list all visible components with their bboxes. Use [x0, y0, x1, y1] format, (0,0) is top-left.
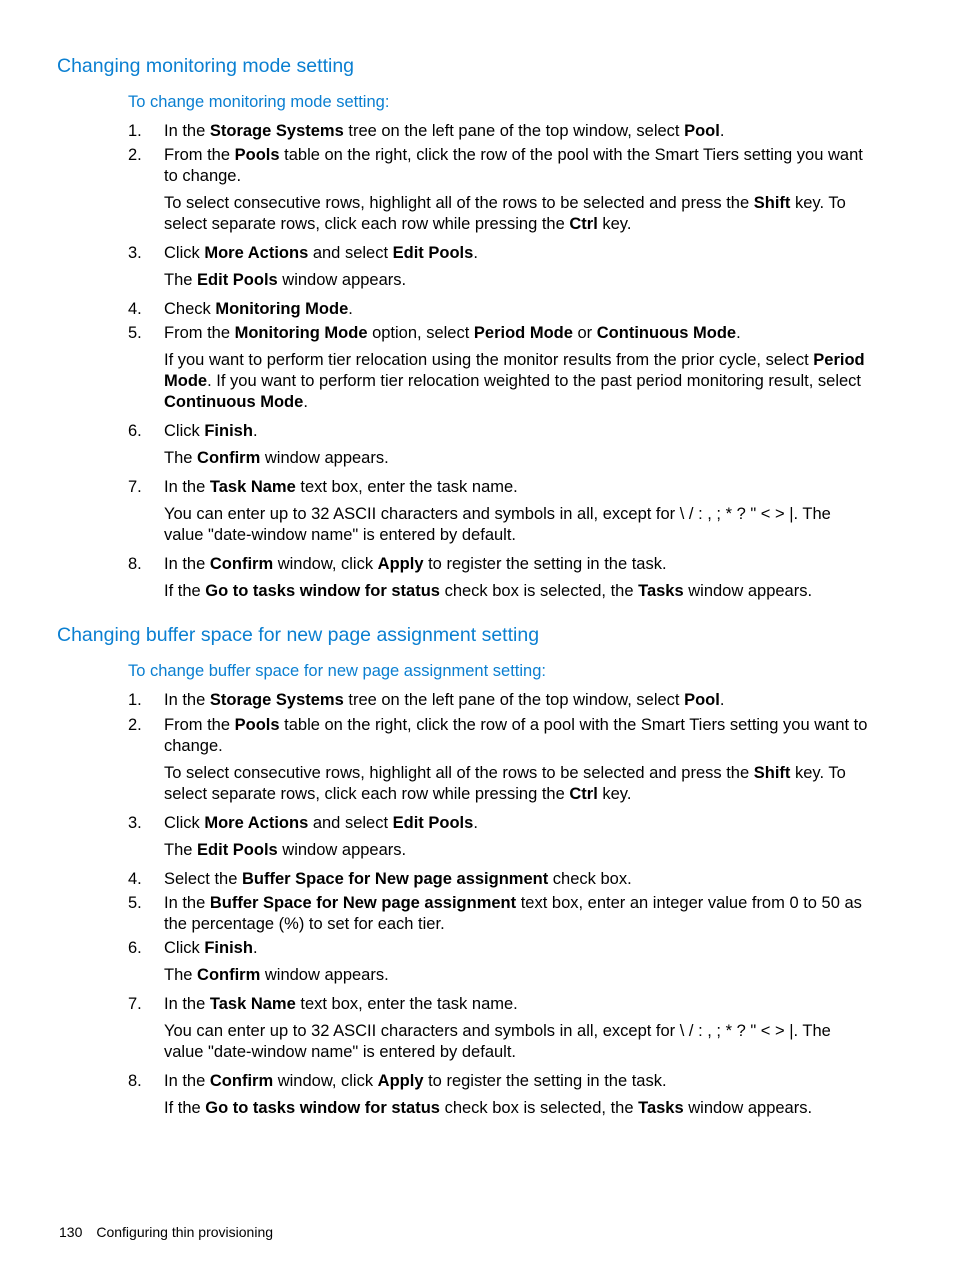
text-run: You can enter up to 32 ASCII characters and symbols in all, except for \ / : , ; * ? " < > |. The value "date-window name" is entered by default. [164, 505, 831, 544]
text-run: From the [164, 324, 235, 342]
text-run: and select [308, 244, 393, 262]
ui-term: More Actions [204, 244, 309, 262]
step-text [164, 121, 874, 142]
step-text [164, 1071, 874, 1092]
ui-term: Edit Pools [392, 814, 474, 832]
text-run: . [303, 393, 308, 411]
text-run: . [719, 122, 725, 140]
step-text [164, 145, 874, 187]
text-run: tree on the left pane of the top window, select [343, 691, 685, 709]
text-run: option, select [367, 324, 474, 342]
ui-term: Go to tasks window for status [205, 1099, 440, 1117]
ui-term: Buffer Space for New page assignment [209, 894, 517, 912]
step-note [164, 965, 874, 986]
step-text [164, 421, 874, 442]
text-run: In the [164, 1072, 210, 1090]
text-run: table on the right, click the row of a pool with the Smart Tiers setting you want to change. [164, 716, 868, 755]
text-run: To select consecutive rows, highlight all of the rows to be selected and press the [164, 194, 754, 212]
text-run: In the [164, 478, 210, 496]
section-title-buffer-space: Changing buffer space for new page assignment setting [57, 624, 540, 646]
chapter-title: Configuring thin provisioning [96, 1224, 274, 1240]
text-run: Click [164, 814, 205, 832]
ui-term: Continuous Mode [596, 324, 737, 342]
step-number: 6. [128, 422, 142, 440]
text-run: The [164, 449, 198, 467]
ui-term: Apply [377, 555, 424, 573]
ui-term: Edit Pools [197, 271, 278, 289]
text-run: text box, enter an integer value from 0 to 50 as the percentage (%) to set for each tier. [164, 894, 862, 933]
ui-term: Edit Pools [392, 244, 474, 262]
ui-term: Confirm [209, 555, 274, 573]
ui-term: Shift [753, 194, 791, 212]
step-note [164, 193, 874, 235]
ui-term: Task Name [209, 478, 296, 496]
step-text [164, 299, 874, 320]
text-run: Check [164, 300, 216, 318]
text-run: . [736, 324, 741, 342]
text-run: The [164, 966, 198, 984]
ui-term: Ctrl [569, 215, 598, 233]
ui-term: Tasks [638, 1099, 684, 1117]
text-run: window appears. [277, 271, 407, 289]
text-run: table on the right, click the row of the pool with the Smart Tiers setting you want to change. [164, 146, 863, 185]
ui-term: Pool [684, 122, 720, 140]
step-note [164, 1098, 874, 1119]
ui-term: Edit Pools [197, 841, 278, 859]
step-number: 6. [128, 939, 142, 957]
procedure-title-buffer-space: To change buffer space for new page assignment setting: [128, 662, 546, 680]
text-run: . [719, 691, 725, 709]
text-run: . [348, 300, 353, 318]
step-text [164, 893, 874, 935]
procedure-title-monitoring-mode: To change monitoring mode setting: [128, 93, 390, 111]
text-run: If the [164, 582, 206, 600]
text-run: To select consecutive rows, highlight all of the rows to be selected and press the [164, 764, 754, 782]
step-number: 2. [128, 146, 142, 164]
text-run: text box, enter the task name. [295, 995, 518, 1013]
page-footer [59, 1223, 273, 1241]
step-number: 1. [128, 691, 142, 709]
step-note [164, 763, 874, 805]
step-number: 7. [128, 995, 142, 1013]
text-run: If the [164, 1099, 206, 1117]
text-run: window appears. [683, 582, 813, 600]
text-run: Select the [164, 870, 242, 888]
text-run: or [572, 324, 597, 342]
page-number: 130 [59, 1224, 83, 1240]
text-run: Click [164, 422, 205, 440]
ui-term: Buffer Space for New page assignment [241, 870, 549, 888]
step-text [164, 243, 874, 264]
ui-term: Pools [234, 716, 280, 734]
step-number: 4. [128, 870, 142, 888]
text-run: . [252, 939, 258, 957]
text-run: window appears. [260, 449, 389, 467]
step-text [164, 554, 874, 575]
step-note [164, 1021, 874, 1063]
ui-term: Ctrl [569, 785, 598, 803]
ui-term: Apply [377, 1072, 424, 1090]
step-number: 5. [128, 324, 142, 342]
text-run: . [252, 422, 258, 440]
text-run: window appears. [683, 1099, 813, 1117]
text-run: Click [164, 244, 205, 262]
text-run: check box is selected, the [439, 1099, 639, 1117]
step-note [164, 840, 874, 861]
ui-term: Storage Systems [209, 691, 344, 709]
step-number: 8. [128, 555, 142, 573]
step-number: 1. [128, 122, 142, 140]
ui-term: Pools [234, 146, 280, 164]
text-run: key. [597, 215, 632, 233]
text-run: tree on the left pane of the top window, select [343, 122, 685, 140]
text-run: check box is selected, the [439, 582, 639, 600]
step-text [164, 690, 874, 711]
text-run: You can enter up to 32 ASCII characters and symbols in all, except for \ / : , ; * ? " < > |. The value "date-window name" is entered by default. [164, 1022, 831, 1061]
ui-term: Continuous Mode [164, 393, 304, 411]
step-note [164, 504, 874, 546]
text-run: key. [597, 785, 632, 803]
step-number: 2. [128, 716, 142, 734]
ui-term: Monitoring Mode [234, 324, 368, 342]
ui-term: Confirm [197, 449, 261, 467]
text-run: From the [164, 146, 235, 164]
text-run: . [473, 814, 478, 832]
text-run: In the [164, 555, 210, 573]
ui-term: Pool [684, 691, 720, 709]
text-run: check box. [548, 870, 632, 888]
text-run: . [473, 244, 478, 262]
step-note [164, 270, 874, 291]
text-run: and select [308, 814, 393, 832]
step-number: 5. [128, 894, 142, 912]
ui-term: Finish [204, 422, 253, 440]
step-number: 7. [128, 478, 142, 496]
text-run: In the [164, 691, 210, 709]
ui-term: Confirm [197, 966, 261, 984]
text-run: window, click [273, 555, 378, 573]
step-text [164, 869, 874, 890]
step-text [164, 813, 874, 834]
step-number: 8. [128, 1072, 142, 1090]
text-run: Click [164, 939, 205, 957]
step-text [164, 938, 874, 959]
step-text [164, 994, 874, 1015]
ui-term: Period Mode [473, 324, 573, 342]
section-title-monitoring-mode: Changing monitoring mode setting [57, 55, 355, 77]
text-run: In the [164, 995, 210, 1013]
step-note [164, 350, 874, 413]
ui-term: More Actions [204, 814, 309, 832]
text-run: to register the setting in the task. [423, 555, 667, 573]
text-run: text box, enter the task name. [295, 478, 518, 496]
text-run: The [164, 841, 198, 859]
step-number: 3. [128, 244, 142, 262]
text-run: window, click [273, 1072, 378, 1090]
text-run: From the [164, 716, 235, 734]
text-run: to register the setting in the task. [423, 1072, 667, 1090]
step-text [164, 715, 874, 757]
ui-term: Shift [753, 764, 791, 782]
ui-term: Go to tasks window for status [205, 582, 440, 600]
text-run: window appears. [277, 841, 407, 859]
text-run: The [164, 271, 198, 289]
ui-term: Storage Systems [209, 122, 344, 140]
step-text [164, 323, 874, 344]
ui-term: Monitoring Mode [215, 300, 349, 318]
step-note [164, 448, 874, 469]
step-number: 3. [128, 814, 142, 832]
step-text [164, 477, 874, 498]
text-run: window appears. [260, 966, 389, 984]
text-run: . If you want to perform tier relocation weighted to the past period monitoring result, select [207, 372, 862, 390]
ui-term: Period Mode [164, 351, 865, 390]
text-run: In the [164, 122, 210, 140]
ui-term: Task Name [209, 995, 296, 1013]
ui-term: Tasks [638, 582, 684, 600]
step-number: 4. [128, 300, 142, 318]
step-note [164, 581, 874, 602]
text-run: key. To select separate rows, click each row while pressing the [164, 764, 846, 803]
ui-term: Finish [204, 939, 253, 957]
ui-term: Confirm [209, 1072, 274, 1090]
text-run: In the [164, 894, 210, 912]
text-run: If you want to perform tier relocation using the monitor results from the prior cycle, select [164, 351, 814, 369]
text-run: key. To select separate rows, click each row while pressing the [164, 194, 846, 233]
